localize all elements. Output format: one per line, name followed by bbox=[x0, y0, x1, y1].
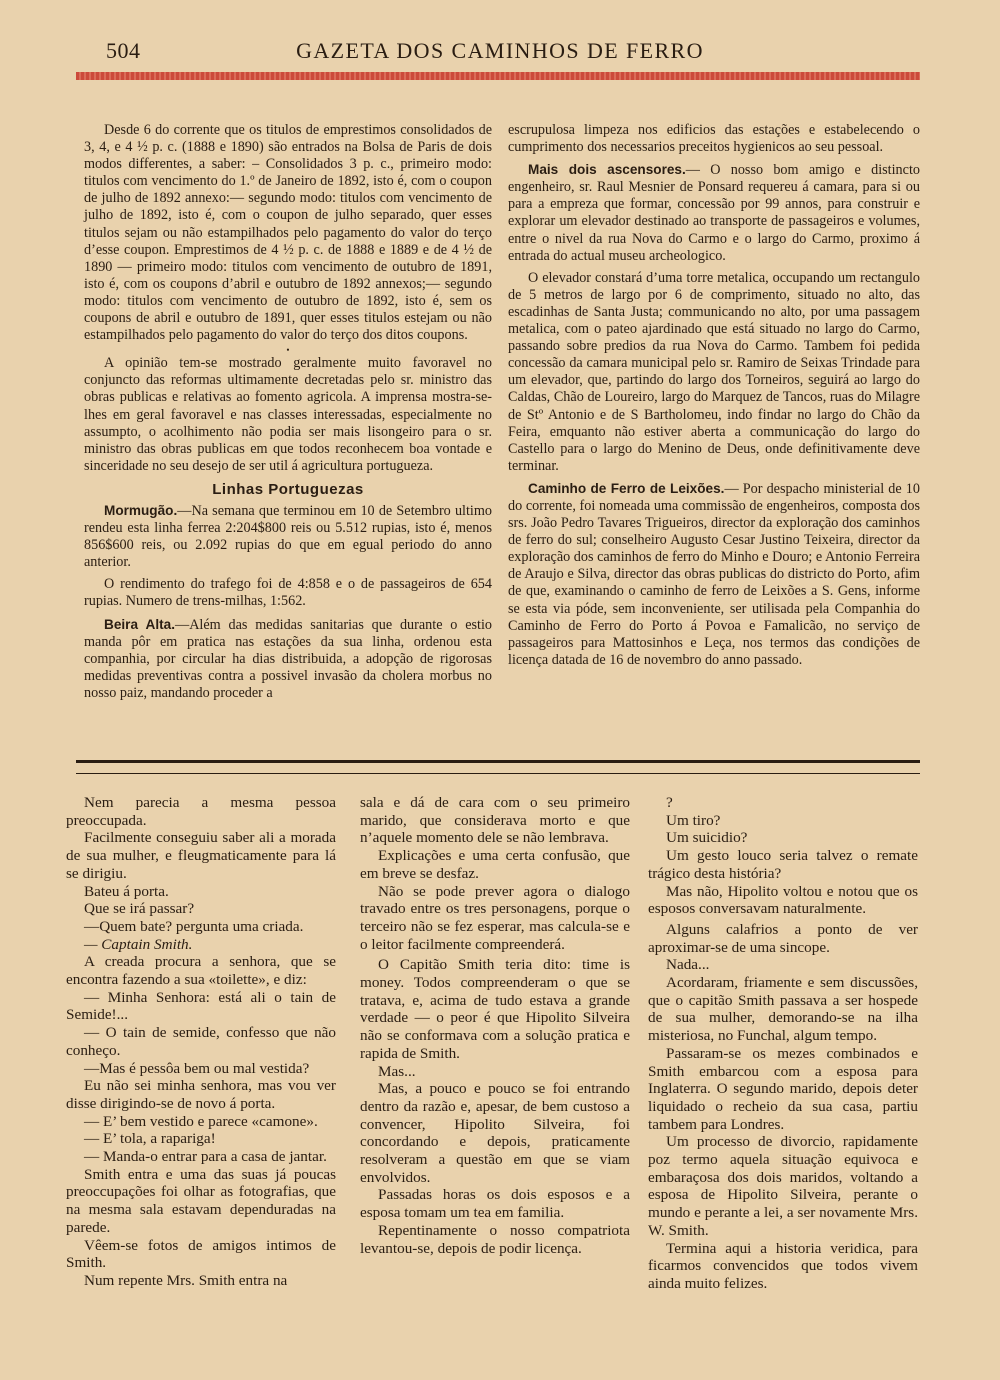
story-paragraph: Passaram-se os mezes combinados e Smith embarcou com a esposa para Inglaterra. O segundo marido, depois deter liquidado o recheio da sua casa, partiu tambem para Londres. bbox=[648, 1044, 918, 1133]
story-paragraph: — E’ tola, a rapariga! bbox=[84, 1130, 216, 1148]
story-paragraph: Repentinamente o nosso compatriota levantou-se, depois de podir licença. bbox=[360, 1221, 630, 1257]
paragraph-separator: • bbox=[286, 345, 290, 356]
mormugao-paragraph-2: O rendimento do trafego foi de 4:858 e o de passageiros de 654 rupias. Numero de trens-milhas, 1:562. bbox=[84, 576, 492, 610]
continuation-paragraph: escrupulosa limpeza nos edificios das estações e estabelecendo o cumprimento dos necessarios preceitos hygienicos ao seu pessoal. bbox=[508, 122, 920, 156]
story-paragraph: — Manda-o entrar para a casa de jantar. bbox=[84, 1148, 327, 1166]
column-top-right bbox=[508, 122, 920, 674]
story-paragraph: Mas, a pouco e pouco se foi entrando dentro da razão e, apesar, de bem custoso a convencer, Hipolito Silveira, foi concordando e depois, praticamente resolveram a questão em que se viam envolvidos. bbox=[360, 1080, 630, 1186]
leixoes-lead: Caminho de Ferro de Leixões. bbox=[528, 480, 725, 496]
story-column-3 bbox=[648, 794, 918, 1293]
beira-alta-lead: Beira Alta. bbox=[104, 616, 175, 632]
section-divider bbox=[76, 760, 920, 774]
ascensores-text: — O nosso bom amigo e distincto engenheiro, sr. Raul Mesnier de Ponsard requereu á camara, para si ou para a empreza que formar, concessão por 99 annos, para construir e explorar um elevador destinado ao transporte de passageiros e volumes, entre o nivel da rua Nova do Carmo e o largo do Carmo, proximo á entrada do actual museu archeologico. bbox=[508, 162, 920, 264]
page-header bbox=[80, 34, 920, 74]
mormugao-text: —Na semana que terminou em 10 de Setembro ultimo rendeu esta linha ferrea 2:204$800 reis ou 5.512 rupias, isto é, menos 856$600 reis, ou 2.092 rupias do que em egual periodo do anno anterior. bbox=[84, 502, 492, 571]
story-paragraph: sala e dá de cara com o seu primeiro marido, que considerava morto e que n’aquele momento dele se não lembrava. bbox=[360, 794, 630, 847]
story-paragraph: Explicações e uma certa confusão, que em breve se desfaz. bbox=[360, 847, 630, 882]
story-paragraph: Acordaram, friamente e sem discussões, que o capitão Smith passava a ser hospede de sua mulher, demorando-se na ilha misteriosa, no Funchal, algum tempo. bbox=[648, 974, 918, 1045]
story-column-2 bbox=[360, 794, 630, 1257]
story-paragraph: — O tain de semide, confesso que não conheço. bbox=[66, 1024, 336, 1059]
bolsa-paragraph: Desde 6 do corrente que os titulos de emprestimos consolidados de 3, 4, e 4 ½ p. c. (1888 e 1890) são entrados na Bolsa de Paris de dois modos differentes, a saber: – Consolidados 3 p. c., primeiro modo: titulos com vencimento do 1.º de Janeiro de 1892, isto é, com o coupon de julho de 1892 annexo:— segundo modo: titulos com vencimento de julho de 1892, isto é, com o coupon de julho separado, quer esses titulos sejam ou não estampilhados pelo pagamento do valor do terço d’esse coupon. Emprestimos de 4 ½ p. c. de 1888 e 1889 e de 4 ½ de 1890 — primeiro modo: titulos com vencimento de outubro de 1891, isto é, com os coupons d’abril e outubro de 1892 annexos;— segundo modo: titulos com vencimento de outubro de 1892, isto é, sem os coupons de abril e outubro de 1891, quer esses titulos estejam ou não estampilhados pelo pagamento do valor do terço dos ditos coupons. bbox=[84, 122, 492, 344]
story-paragraph: Que se irá passar? bbox=[84, 900, 195, 918]
story-paragraph: Um processo de divorcio, rapidamente poz termo aquela situação equivoca e embaraçosa dos dois maridos, voltando a esposa de Hipolito Silveira, perante o mundo e perante a lei, a ser novamente Mrs. W. Smith. bbox=[648, 1133, 918, 1239]
leixoes-text: — Por despacho ministerial de 10 do corrente, foi nomeada uma commissão de engenheiros, composta dos srs. João Pedro Tavares Trigueiros, director da exploração dos caminhos de ferro do sul; conselheiro Augusto Cesar Justino Teixeira, director da exploração dos caminhos de ferro do Minho e Douro; e Antonio Ferreira de Araujo e Silva, director das obras publicas do districto do Porto, afim de que, examinando o caminho de ferro de Leixões a S. Gens, informe se esta via póde, sem inconveniente, ser utilisada pela Companhia do Caminho de Ferro do Porto á Povoa e Famalicão, no serviço de passageiros para Mattosinhos e Leça, nos termos das condições de licença datada de 16 de novembro do anno passado. bbox=[508, 480, 920, 668]
story-paragraph: — Captain Smith. bbox=[84, 935, 193, 953]
journal-title: GAZETA DOS CAMINHOS DE FERRO bbox=[296, 38, 704, 63]
story-paragraph: — E’ bem vestido e parece «camone». bbox=[84, 1112, 318, 1130]
story-paragraph: Termina aqui a historia veridica, para ficarmos convencidos que todos vivem ainda muito felizes. bbox=[648, 1239, 918, 1292]
story-paragraph: Vêem-se fotos de amigos intimos de Smith. bbox=[66, 1236, 336, 1272]
story-paragraph: A creada procura a senhora, que se encontra fazendo a sua «toilette», e diz: bbox=[66, 953, 336, 989]
story-paragraph: Passadas horas os dois esposos e a esposa tomam um tea em familia. bbox=[360, 1186, 630, 1222]
story-paragraph: —Mas é pessôa bem ou mal vestida? bbox=[84, 1059, 310, 1077]
story-paragraph: Um suicidio? bbox=[666, 829, 748, 847]
story-paragraph: Nada... bbox=[666, 956, 710, 974]
story-paragraph: Eu não sei minha senhora, mas vou ver disse dirigindo-se de novo á porta. bbox=[66, 1077, 336, 1112]
story-paragraph: Bateu á porta. bbox=[84, 882, 169, 900]
page-number: 504 bbox=[106, 38, 141, 63]
story-paragraph: Não se pode prever agora o dialogo travado entre os tres personagens, porque o terceiro não se fez esperar, mas calcula-se e o leitor facilmente compreenderá. bbox=[360, 882, 630, 953]
story-paragraph: ? bbox=[666, 794, 673, 811]
story-paragraph: Mas não, Hipolito voltou e notou que os esposos conversavam naturalmente. bbox=[648, 882, 918, 918]
story-column-1 bbox=[66, 794, 336, 1290]
story-paragraph: —Quem bate? pergunta uma criada. bbox=[84, 917, 304, 935]
story-paragraph: — Minha Senhora: está ali o tain de Semide!... bbox=[66, 988, 336, 1024]
story-paragraph: Facilmente conseguiu saber ali a morada de sua mulher, e fleugmaticamente para lá se dirigiu. bbox=[66, 829, 336, 882]
reformas-paragraph: A opinião tem-se mostrado geralmente muito favoravel no conjuncto das reformas ultimamente decretadas pelo sr. ministro das obras publicas e relativas ao fomento agricola. A imprensa mostra-se-lhes em geral favoravel e nas classes interessadas, especialmente no assumpto, o acolhimento não podia ser mais lisongeiro para o sr. ministro das obras publicas em que todos reconhecem boa vontade e sinceridade no seu desejo de ser util á agricultura portugueza. bbox=[84, 355, 492, 474]
story-paragraph: Um tiro? bbox=[666, 811, 721, 829]
beira-alta-paragraph bbox=[84, 616, 492, 702]
ascensores-lead: Mais dois ascensores. bbox=[528, 162, 686, 178]
section-heading: Linhas Portuguezas bbox=[212, 480, 364, 498]
story-paragraph: Nem parecia a mesma pessoa preoccupada. bbox=[66, 794, 336, 829]
beira-alta-text: —Além das medidas sanitarias que durante o estio manda pôr em pratica nas estações da sua linha, ordenou esta companhia, por circular ha dias distribuida, a adopção de rigorosas medidas preventivas contra a possivel invasão da cholera morbus no nosso paiz, mandando proceder a bbox=[84, 616, 492, 701]
ascensores-paragraph bbox=[508, 161, 920, 265]
mormugao-lead: Mormugão. bbox=[104, 502, 178, 518]
elevador-paragraph: O elevador constará d’uma torre metalica, occupando um rectangulo de 5 metros de largo por 6 de comprimento, situado no alto, das escadinhas de Santa Justa; communicando no alto, por uma passagem metalica, com o pateo ajardinado que está situado no largo do Carmo, passando sobre predios da rua Nova do Carmo. Tambem foi pedida concessão da camara municipal pelo sr. Ramiro de Seixas Trindade para um elevador, que, partindo do largo dos Torneiros, seguirá ao largo do Caldas, Chão de Loureiro, largo do Marquez de Tancos, ruas do Milagre de Stº Antonio e de S Bartholomeu, indo findar no largo do Chão da Feira, emquanto não estiver aberta a communicação do largo do Castello para o largo do Menino de Deus, onde definitivamente deve terminar. bbox=[508, 269, 920, 474]
column-top-left bbox=[84, 122, 492, 707]
story-paragraph: Alguns calafrios a ponto de ver aproximar-se de uma sincope. bbox=[648, 920, 918, 956]
story-paragraph: Um gesto louco seria talvez o remate trágico desta história? bbox=[648, 847, 918, 882]
leixoes-paragraph bbox=[508, 480, 920, 669]
story-paragraph: Mas... bbox=[378, 1062, 416, 1080]
story-paragraph: Num repente Mrs. Smith entra na bbox=[84, 1271, 288, 1289]
header-rule bbox=[76, 72, 920, 80]
story-paragraph: O Capitão Smith teria dito: time is money. Todos compreenderam o que se tratava, e, acima de tudo estava a grande verdade — o peor é que Hipolito Silveira não se conformava com a solução pratica e rapida de Smith. bbox=[360, 956, 630, 1062]
story-paragraph: Smith entra e uma das suas já poucas preoccupações foi olhar as fotografias, que na mesma sala estavam dependuradas na parede. bbox=[66, 1165, 336, 1236]
mormugao-paragraph bbox=[84, 502, 492, 571]
